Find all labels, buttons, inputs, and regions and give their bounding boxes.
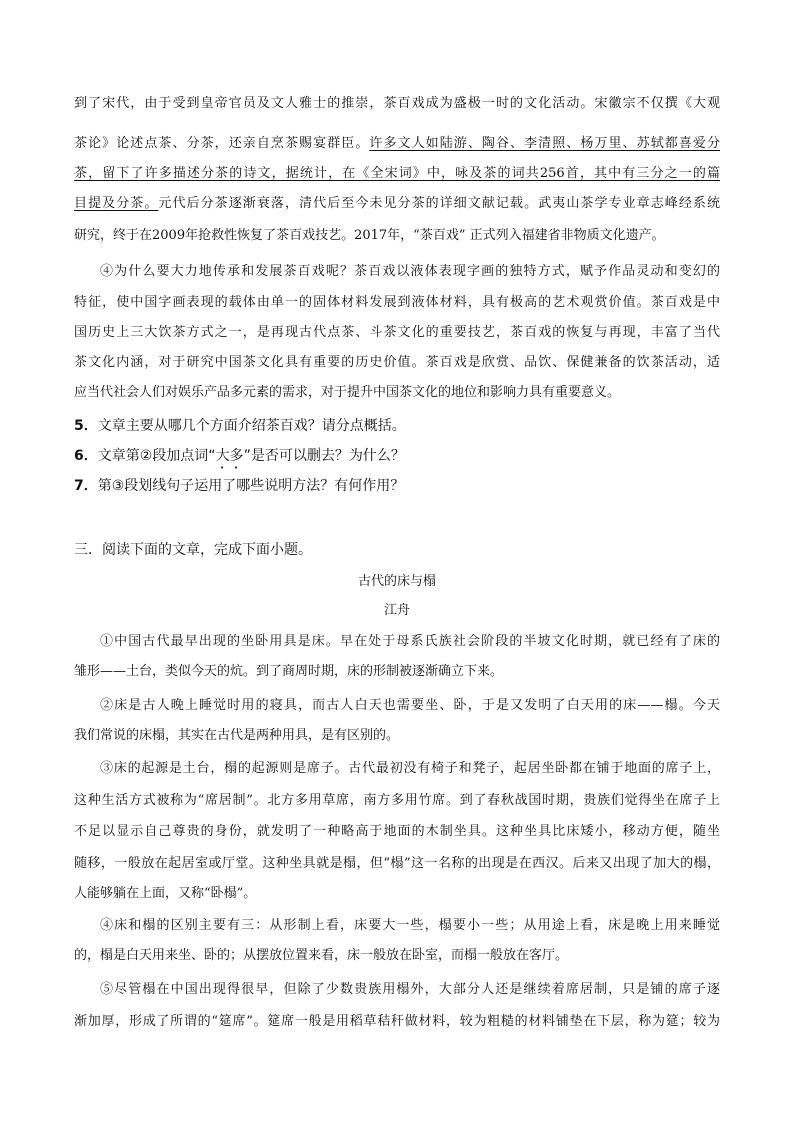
section-3-heading: 三．阅读下面的文章，完成下面小题。 [74, 542, 312, 558]
p3-line-4-rest: 元代后分茶逐渐衰落，清代后至今未见分茶的详细文献记载。武夷山茶学专业章志峰经系统 [158, 196, 720, 211]
p3-line-2 [74, 134, 720, 154]
article-title: 古代的床与榻 [357, 574, 436, 589]
underlined-sentence-part-a: 许多文人如陆游、陶谷、李清照、杨万里、苏轼都喜爱分 [369, 136, 720, 151]
question-6-number: 6． [74, 448, 98, 464]
s3-p2-line-1: ②床是古人晚上睡觉时用的寝具，而古人白天也需要坐、卧，于是又发明了白天用的床——榻。今天 [100, 698, 720, 713]
s3-p3-line-5: 人能够躺在上面，又称“卧榻”。 [74, 886, 257, 901]
p4-line-4: 茶文化内涵，对于研究中国茶文化具有重要的历史价值。茶百戏是欣赏、品饮、保健兼备的饮茶活动，适 [74, 355, 720, 370]
p4-line-1: ④为什么要大力地传承和发展茶百戏呢？茶百戏以液体表现字画的独特方式，赋予作品灵动和变幻的 [100, 264, 720, 279]
p3-line-1: 到了宋代，由于受到皇帝官员及文人雅士的推崇，茶百戏成为盛极一时的文化活动。宋徽宗不仅撰《大观 [74, 96, 720, 111]
p4-line-2: 特征，使中国字画表现的载体由单一的固体材料发展到液体材料，具有极高的艺术观赏价值。茶百戏是中 [74, 295, 720, 310]
question-7 [74, 476, 404, 496]
underlined-sentence-part-c: 目提及分茶。 [74, 196, 159, 211]
s3-p1-line-2: 雏形——土台，类似今天的炕。到了商周时期，床的形制被逐渐确立下来。 [74, 664, 504, 679]
s3-p4-line-2: 的，榻是白天用来坐、卧的；从摆放位置来看，床一般放在卧室，而榻一般放在客厅。 [74, 948, 569, 963]
question-5-text: 文章主要从哪几个方面介绍茶百戏？请分点概括。 [97, 418, 406, 434]
s3-p5-line-1: ⑤尽管榻在中国出现得很早，但除了少数贵族用榻外，大部分人还是继续着席居制，只是铺的席子逐 [100, 982, 720, 997]
question-6-text-pre: 文章第②段加点词“ [97, 448, 216, 464]
s3-p4-line-1: ④床和榻的区别主要有三：从形制上看，床要大一些，榻要小一些；从用途上看，床是晚上用来睡觉 [100, 918, 720, 933]
question-7-number: 7． [74, 478, 98, 494]
question-6-dotted-word: 大多 [215, 448, 244, 464]
question-5 [74, 416, 406, 436]
s3-p2-line-2: 我们常说的床榻，其实在古代是两种用具，是有区别的。 [74, 728, 400, 743]
question-6-text-post: ”是否可以删去？为什么？ [243, 448, 405, 464]
s3-p3-line-4: 随移，一般放在起居室或厅堂。这种坐具就是榻，但“榻”这一名称的出现是在西汉。后来又出现了加大的榻， [74, 856, 720, 871]
s3-p5-line-2: 渐加厚，形成了所谓的“筵席”。筵席一般是用稻草秸秆做材料，较为粗糙的材料铺垫在下层，称为筵；较为 [74, 1014, 720, 1029]
s3-p3-line-1: ③床的起源是土台，榻的起源则是席子。古代最初没有椅子和凳子，起居坐卧都在铺于地面的席子上， [100, 761, 720, 776]
question-6 [74, 446, 405, 472]
s3-p3-line-2: 这种生活方式被称为“席居制”。北方多用草席，南方多用竹席。到了春秋战国时期，贵族们觉得坐在席子上 [74, 793, 720, 808]
p4-line-5: 应当代社会人们对娱乐产品多元素的需求，对于提升中国茶文化的地位和影响力具有重要意义。 [74, 385, 621, 400]
s3-p3-line-3: 不足以显示自己尊贵的身份，就发明了一种略高于地面的木制坐具。这种坐具比床矮小，移动方便，随坐 [74, 824, 720, 839]
article-author: 江舟 [383, 603, 410, 618]
p3-line-5: 研究，终于在2009年抢救性恢复了茶百戏技艺。2017年，“茶百戏” 正式列入福建省非物质文化遗产。 [74, 228, 665, 243]
p3-line-2-text: 茶论》论述点茶、分茶，还亲自烹茶赐宴群臣。 [74, 136, 370, 151]
question-5-number: 5． [74, 418, 98, 434]
p4-line-3: 国历史上三大饮茶方式之一，是再现古代点茶、斗茶文化的重要技艺，茶百戏的恢复与再现，丰富了当代 [74, 325, 720, 340]
s3-p1-line-1: ①中国古代最早出现的坐卧用具是床。早在处于母系氏族社会阶段的半坡文化时期，就已经有了床的 [100, 634, 720, 649]
p3-line-4 [74, 194, 720, 214]
underlined-sentence-part-b: 茶，留下了许多描述分茶的诗文，据统计，在《全宋词》中，咏及茶的词共256首，其中有三分之一的篇 [74, 166, 720, 181]
question-7-text: 第③段划线句子运用了哪些说明方法？有何作用？ [97, 478, 405, 494]
